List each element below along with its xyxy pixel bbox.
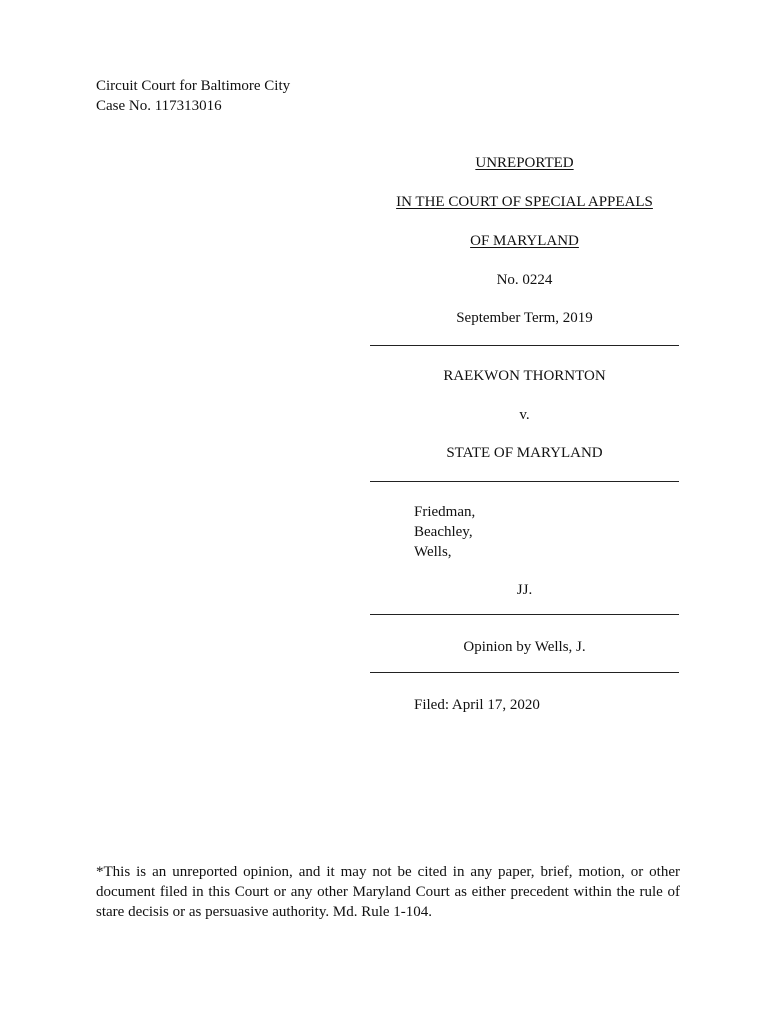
unreported-opinion-footnote: *This is an unreported opinion, and it may not be cited in any paper, brief, motion, or other document filed in this Court or any other Maryland Court as either precedent within the rule of stare decisis or as persuasive authority. Md. Rule 1-104. [96, 864, 680, 920]
appeal-number: No. 0224 [496, 272, 553, 288]
appellee-name: STATE OF MARYLAND [446, 445, 603, 461]
versus-text: v. [519, 407, 530, 423]
appellant-name: RAEKWON THORNTON [443, 368, 606, 384]
panel-suffix: JJ. [516, 582, 533, 598]
judge-name: Wells, [414, 544, 452, 560]
court-term: September Term, 2019 [456, 310, 593, 326]
judge-name: Beachley, [414, 524, 473, 540]
divider-line [370, 672, 679, 673]
panel-judges [414, 502, 475, 562]
opinion-author: Opinion by Wells, J. [463, 639, 586, 655]
court-name-line-1: IN THE COURT OF SPECIAL APPEALS [396, 194, 653, 210]
divider-line [370, 614, 679, 615]
divider-line [370, 481, 679, 482]
lower-court-case-number: Case No. 117313016 [96, 98, 222, 114]
lower-court-name: Circuit Court for Baltimore City [96, 78, 291, 94]
divider-line [370, 345, 679, 346]
unreported-heading: UNREPORTED [475, 155, 574, 171]
lower-court-info [96, 76, 396, 116]
court-name-line-2: OF MARYLAND [470, 233, 579, 249]
judge-name: Friedman, [414, 504, 476, 520]
filed-date: Filed: April 17, 2020 [414, 697, 540, 713]
